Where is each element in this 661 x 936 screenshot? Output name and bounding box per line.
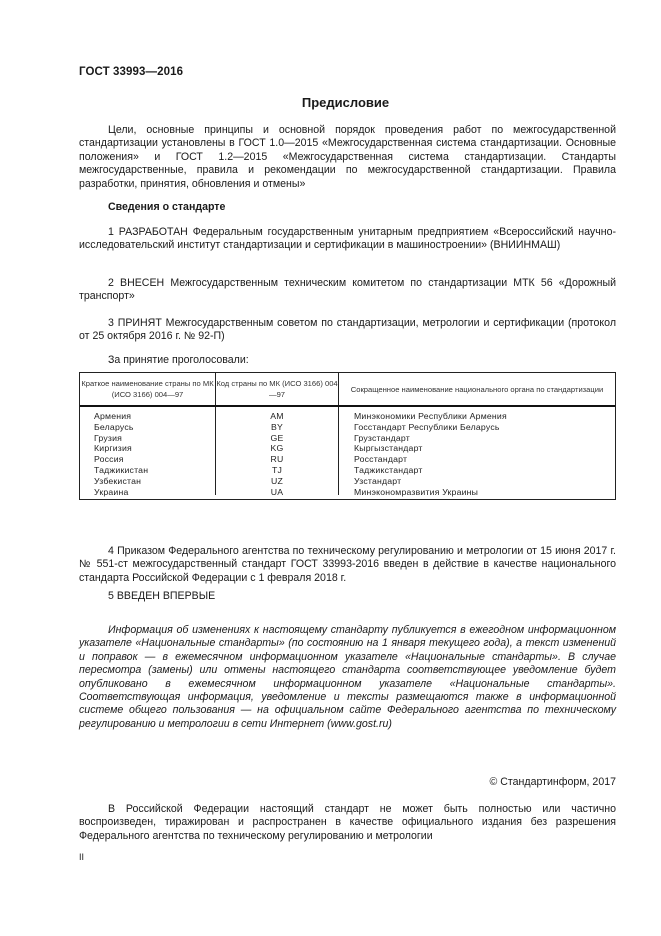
goals-paragraph [79, 124, 616, 191]
country-name-column [80, 407, 216, 495]
item-1-paragraph [79, 226, 616, 253]
standards-body-cell: Госстандарт Республики Беларусь [354, 421, 500, 432]
standards-body-column [339, 411, 615, 497]
item-4-paragraph [79, 545, 616, 585]
country-name-cell: Киргизия [94, 443, 132, 454]
standards-body-cell: Росстандарт [354, 454, 408, 465]
country-code-cell: AM [270, 411, 284, 421]
country-code-cell: BY [271, 421, 283, 432]
item-5-text: 5 ВВЕДЕН ВПЕРВЫЕ [108, 590, 216, 602]
standards-body-cell: Минэкономики Республики Армения [354, 411, 507, 421]
goals-paragraph-text: Цели, основные принципы и основной порядок проведения работ по межгосударственной стандартизации установлены в ГОСТ 1.0—2015 «Межгосударственная система стандартизации. Основные положения» и ГОСТ 1.2—2015 «Межгосударственная система стандартизации. Стандарты межгосударственные, правила и рекомендации по межгосударственной стандартизации. Правила разработки, принятия, обновления и отмены» [79, 124, 616, 190]
copyright-notice: © Стандартинформ, 2017 [489, 776, 616, 788]
country-code-cell: KG [270, 443, 284, 454]
country-code-cell: UZ [271, 475, 283, 486]
item-1-text: 1 РАЗРАБОТАН Федеральным государственным унитарным предприятием «Всероссийский научно-исследовательский институт стандартизации и сертификации в машиностроении» (ВНИИНМАШ) [79, 226, 616, 252]
rights-paragraph-text: В Российской Федерации настоящий стандарт не может быть полностью или частично воспроизведен, тиражирован и распространен в качестве официального издания без разрешения Федерального агентства по техническому регулированию и метрологии [79, 803, 616, 842]
item-4-text: 4 Приказом Федерального агентства по техническому регулированию и метрологии от 15 июня 2017 г. № 551-ст межгосударственный стандарт ГОСТ 33993-2016 введен в действие в качестве национального стандарта Российской Федерации с 1 февраля 2018 г. [79, 545, 616, 584]
country-code-cell: RU [270, 454, 284, 465]
country-name-cell: Таджикистан [94, 464, 149, 475]
item-2-text: 2 ВНЕСЕН Межгосударственным техническим комитетом по стандартизации МТК 56 «Дорожный транспорт» [79, 277, 616, 303]
standards-body-cell: Таджикстандарт [354, 464, 423, 475]
standards-body-cell: Минэкономразвития Украины [354, 486, 479, 497]
document-code: ГОСТ 33993—2016 [79, 66, 184, 78]
vote-table-header [80, 373, 615, 407]
standards-body-cell: Грузстандарт [354, 432, 410, 443]
country-name-cell: Россия [94, 454, 124, 465]
item-5-paragraph [79, 590, 616, 603]
vote-table [79, 372, 616, 500]
vote-table-body [80, 411, 615, 497]
section-heading: Сведения о стандарте [108, 201, 226, 213]
country-code-cell: TJ [271, 464, 283, 475]
standards-body-cell: Кыргызстандарт [354, 443, 423, 454]
country-code-cell: GE [270, 432, 284, 443]
header-country-code: Код страны по МК (ИСО 3166) 004—97 [216, 373, 339, 405]
country-name-cell: Армения [94, 411, 132, 421]
country-name-cell: Грузия [94, 432, 123, 443]
country-name-cell: Беларусь [94, 421, 134, 432]
info-paragraph-text: Информация об изменениях к настоящему стандарту публикуется в ежегодном информационном указателе «Национальные стандарты» (по состоянию на 1 января текущего года), а текст изменений и поправок — в ежемесячном информационном указателе «Национальные стандарты». В случае пересмотра (замены) или отмены настоящего стандарта соответствующее уведомление будет опубликовано в ежемесячном информационном указателе «Национальные стандарты». Соответствующая информация, уведомление и тексты размещаются также в информационной системе общего пользования — на официальном сайте Федерального агентства по техническому регулированию и метрологии в сети Интернет (www.gost.ru) [79, 624, 616, 730]
country-code-cell: UA [270, 486, 284, 497]
country-name-cell: Узбекистан [94, 475, 142, 486]
country-name-cell: Украина [94, 486, 129, 497]
page-number: II [79, 852, 85, 862]
rights-paragraph [79, 803, 616, 843]
page-title: Предисловие [301, 95, 390, 110]
voted-label: За принятие проголосовали: [108, 354, 249, 366]
country-code-column [216, 407, 339, 495]
header-standards-body: Сокращенное наименование национального органа по стандартизации [350, 384, 604, 394]
item-3-text: 3 ПРИНЯТ Межгосударственным советом по стандартизации, метрологии и сертификации (протокол от 25 октября 2016 г. № 92-П) [79, 317, 616, 343]
item-3-paragraph [79, 317, 616, 344]
header-country-name: Краткое наименование страны по МК (ИСО 3166) 004—97 [80, 373, 216, 405]
standards-body-cell: Узстандарт [354, 475, 402, 486]
info-paragraph [79, 624, 616, 731]
item-2-paragraph [79, 277, 616, 304]
